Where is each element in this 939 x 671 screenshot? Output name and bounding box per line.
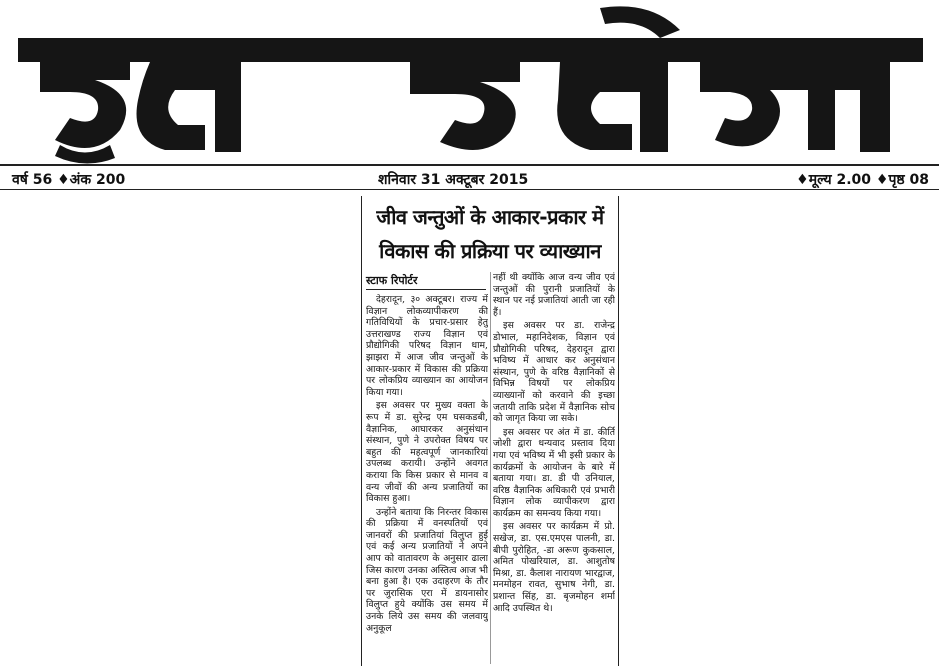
masthead-logo (0, 0, 939, 166)
article-headline (362, 200, 618, 268)
price-page-info: ♦मूल्य 2.00 ♦पृष्ठ 08 (796, 172, 929, 188)
article-paragraph: इस अवसर पर अंत में डा. कीर्ति जोशी द्वारा धन्यवाद प्रस्ताव दिया गया एवं भविष्य में भी इसी प्रकार के कार्यक्रमों के आयोजन के बारे में बताया गया। डा. डी पी उनियाल, वरिष्ठ वैज्ञानिक अधिकारी एवं प्रभारी विज्ञान लोक व्यापीकरण द्वारा कार्यक्रम का समन्वय किया गया। (493, 426, 615, 519)
byline: स्टाफ रिपोर्टर (366, 274, 418, 287)
dateline (0, 168, 939, 188)
article-column-left (366, 294, 488, 662)
article-paragraph: उन्होंने बताया कि निरन्तर विकास की प्रक्रिया में वनस्पतियों एवं जानवरों की प्रजातियां विलुप्त हुई एवं कई अन्य प्रजातियों ने अपने आप को वातावरण के अनुसार ढाला जिस कारण उनका अस्तित्व आज भी बना हुआ है। एक उदाहरण के तौर पर जुरासिक एरा में डायनासोर विलुप्त हुये क्योंकि उस समय में उनके लिये उस समय की जलवायु अनुकूल (366, 506, 488, 634)
news-clipping (361, 196, 619, 666)
dateline-rule (0, 189, 939, 190)
article-column-right (493, 272, 615, 664)
headline-line-1: जीव जन्तुओं के आकार-प्रकार में (376, 205, 604, 229)
byline-rule (366, 289, 486, 290)
masthead-rule (0, 164, 939, 166)
article-paragraph: इस अवसर पर कार्यक्रम में प्रो. सखेज, डा. एस.एमएस पालनी, डा. बीपी पुरोहित, -डा अरूण कुकसाल, अमित पोखरियाल, डा. आशुतोष मिश्रा, डा. कैलाश नारायण भारद्वाज, मनमोहन रावत, सुभाष नेगी, डा. प्रशान्त सिंह, डा. बृजमोहन शर्मा आदि उपस्थित थे। (493, 521, 615, 614)
headline-line-2: विकास की प्रक्रिया पर व्याख्यान (379, 239, 601, 263)
article-paragraph: नहीं थी क्योंकि आज वन्य जीव एवं जन्तुओं की पुरानी प्रजातियों के स्थान पर नई प्रजातियां आती जा रही हैं। (493, 272, 615, 318)
column-divider (490, 272, 491, 664)
issue-date: शनिवार 31 अक्टूबर 2015 (378, 172, 529, 188)
masthead (0, 0, 939, 170)
article-paragraph: देहरादून, ३० अक्टूबर। राज्य में विज्ञान लोकव्यापीकरण की गतिविधियों के प्रचार-प्रसार हेतु उत्तराखण्ड राज्य विज्ञान एवं प्रौद्योगिकी परिषद विज्ञान धाम, झाझरा में आज जीव जन्तुओं के आकार-प्रकार में विकास की प्रक्रिया पर लोकप्रिय व्याख्यान का आयोजन किया गया। (366, 294, 488, 398)
article-paragraph: इस अवसर पर मुख्य वक्ता के रूप में डा. सुरेन्द्र एम घसकडबी, वैज्ञानिक, आघारकर अनुसंधान संस्थान, पुणे ने उपरोक्त विषय पर बहुत की महत्वपूर्ण जानकारियां उपलब्ध करायी। उन्होंने अवगत कराया कि किस प्रकार से मानव व वन्य जीवों की अन्य प्रजातियों का विकास हुआ। (366, 400, 488, 505)
article-paragraph: इस अवसर पर डा. राजेन्द्र डोभाल, महानिदेशक, विज्ञान एवं प्रौद्योगिकी परिषद, देहरादून द्वारा भविष्य में आधार कर अनुसंधान संस्थान, पुणे के वरिष्ठ वैज्ञानिकों से विभिन्न विषयों पर लोकप्रिय व्याख्यानों को करवाने की इच्छा जतायी ताकि प्रदेश में वैज्ञानिक सोच को जागृत किया जा सके। (493, 320, 615, 425)
issue-info: वर्ष 56 ♦अंक 200 (12, 172, 126, 188)
